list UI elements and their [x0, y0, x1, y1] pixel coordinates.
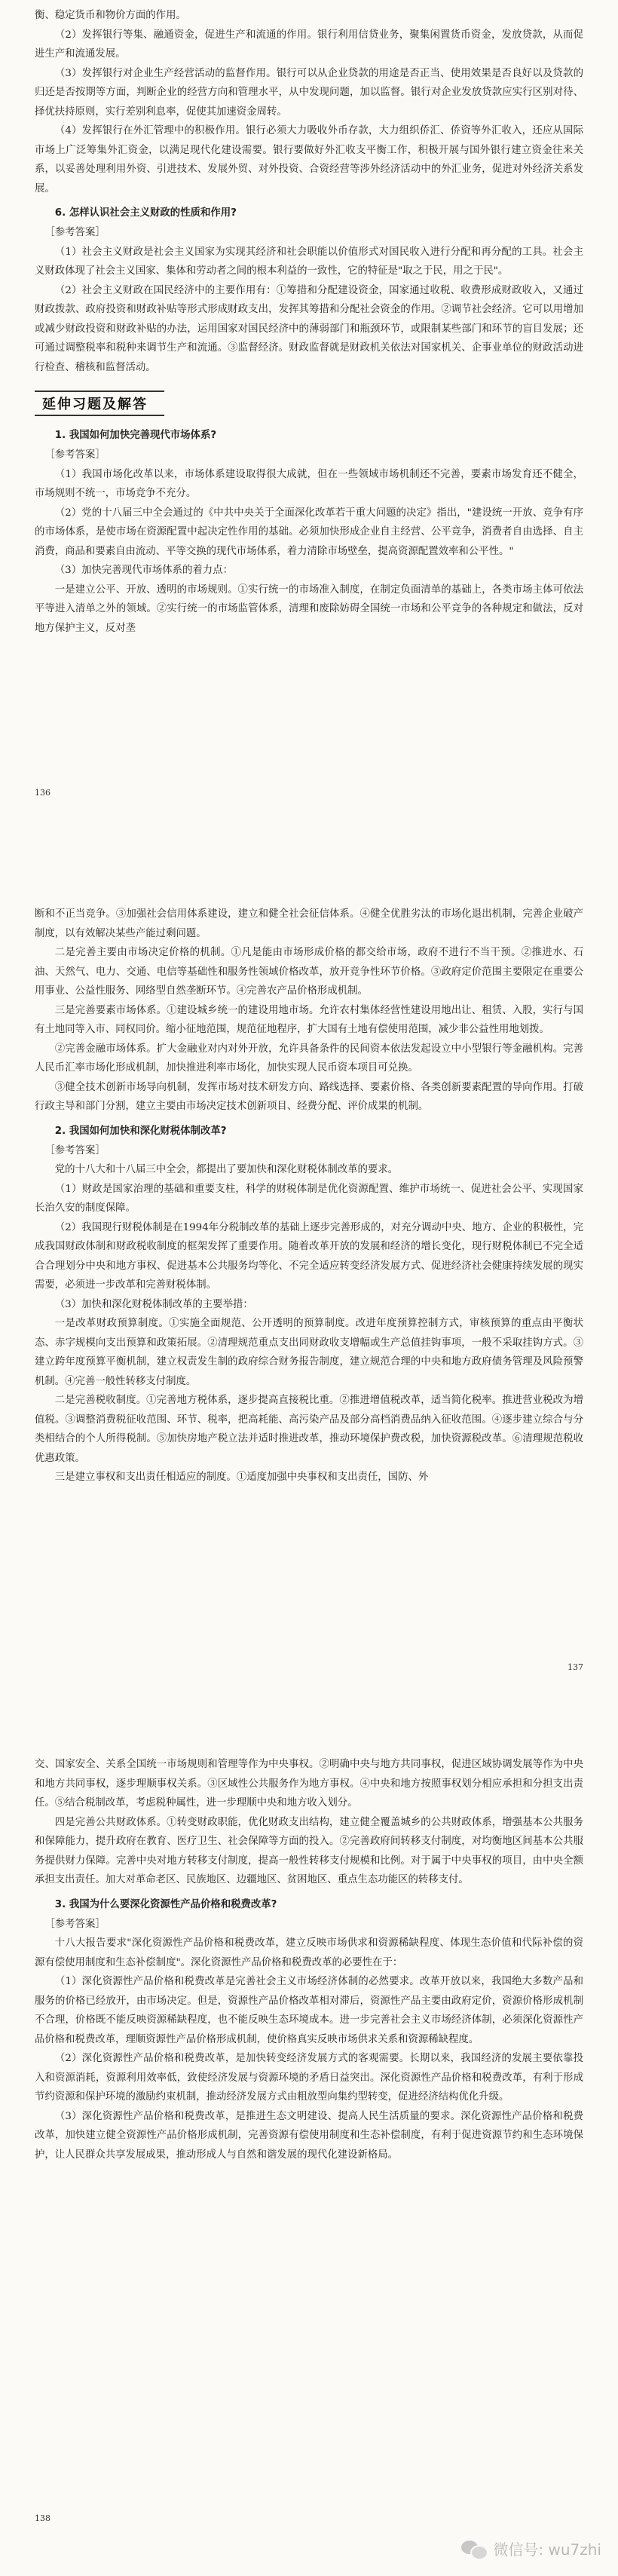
- paragraph: 三是建立事权和支出责任相适应的制度。①适度加强中央事权和支出责任，国防、外: [54, 1472, 429, 1483]
- page-138: [0, 1710, 618, 2576]
- paragraph: （1）财政是国家治理的基础和重要支柱，科学的财税体制是优化资源配置、维护市场统一、促进社会公平、实现国家长治久安的制度保障。: [35, 1183, 583, 1214]
- paragraph: （2）深化资源性产品价格和税费改革，是加快转变经济发展方式的客观需要。长期以来，我国经济的发展主要依靠投入和资源消耗，资源利用效率低，致使经济发展与资源环境的矛盾日益突出。深化资源性产品价格和税费改革，有利于形成节约资源和保护环境的激励约束机制，推动经济发展方式由粗放型向集约型转变，促进经济结构优化升级。: [35, 2053, 583, 2103]
- reference-answer-label: ［参考答案］: [44, 449, 106, 461]
- reference-answer-label: ［参考答案］: [44, 227, 106, 238]
- paragraph: （2）我国现行财税体制是在1994年分税制改革的基础上逐步完善形成的，对充分调动中央、地方、企业的积极性，完成我国财政体制和财政税收制度的框架发挥了重要作用。随着改革开放的发展和经济的增长变化，现行财税体制已不完全适合合理划分中央和地方事权、促进基本公共服务均等化、不完全适应转变经济发展方式、促进经济社会健康持续发展的现实需要，必须进一步改革和完善财税体制。: [35, 1221, 583, 1291]
- paragraph: 二是完善税收制度。①完善地方税体系，逐步提高直接税比重。②推进增值税改革，适当简化税率。推进营业税改为增值税。③调整消费税征收范围、环节、税率，把高耗能、高污染产品及部分高档消费品纳入征收范围。④逐步建立综合与分类相结合的个人所得税制。⑤加快房地产税立法并适时推进改革，推动环境保护费改税，加快资源税改革。⑥清理规范税收优惠政策。: [35, 1395, 583, 1464]
- paragraph: （3）加快完善现代市场体系的着力点：: [54, 565, 233, 576]
- paragraph: （3）发挥银行对企业生产经营活动的监督作用。银行可以从企业贷款的用途是否正当、使用效果是否良好以及贷款的归还是否按期等方面，判断企业的经营方向和管理水平，从中发现问题，加以监督。银行对企业发放贷款应实行区别对待、择优扶持原则，实行差别利息率，促使其加速资金周转。: [35, 67, 583, 118]
- paragraph: 四是完善公共财政体系。①转变财政职能，优化财政支出结构，建立健全覆盖城乡的公共财政体系，增强基本公共服务和保障能力，提升政府在教育、医疗卫生、社会保障等方面的投入。②完善政府间转移支付制度，对均衡地区间基本公共服务提供财力保障。完善中央对地方转移支付制度，提高一般性转移支付规模和比例。对于属于中央事权的项目，由中央全额承担支出责任。加大对革命老区、民族地区、边疆地区、贫困地区、重点生态功能区的转移支付。: [35, 1816, 583, 1885]
- paragraph: 一是改革财政预算制度。①实施全面规范、公开透明的预算制度。改进年度预算控制方式，审核预算的重点由平衡状态、赤字规模向支出预算和政策拓展。②清理规范重点支出同财政收支增幅或生产总值挂钩事项，一般不采取挂钩方式。③建立跨年度预算平衡机制，建立权责发生制的政府综合财务报告制度，建立规范合理的中央和地方政府债务管理及风险预警机制。④完善一般性转移支付制度。: [35, 1318, 583, 1387]
- reference-answer-label: ［参考答案］: [44, 1918, 106, 1930]
- question-2: 2. 我国如何加快和深化财税体制改革?: [54, 1125, 227, 1137]
- page-number: 136: [35, 788, 50, 798]
- paragraph: 党的十八大和十八届三中全会，都提出了要加快和深化财税体制改革的要求。: [54, 1164, 399, 1175]
- wechat-watermark: [461, 2538, 601, 2559]
- paragraph: 断和不正当竞争。③加强社会信用体系建设，建立和健全社会征信体系。④健全优胜劣汰的市场化退出机制，完善企业破产制度，以有效解决某些产能过剩问题。: [35, 908, 583, 939]
- paragraph: （2）发挥银行等集、融通资金，促进生产和流通的作用。银行利用信贷业务，聚集闲置货币资金，发放贷款，从而促进生产和流通发展。: [35, 29, 583, 60]
- paragraph: 交、国家安全、关系全国统一市场规则和管理等作为中央事权。②明确中央与地方共同事权，促进区域协调发展等作为中央和地方共同事权，逐步理顺事权关系。③区域性公共服务作为地方事权。④中央和地方按照事权划分相应承担和分担支出责任。⑤结合税制改革，考虑税种属性，进一步理顺中央和地方收入划分。: [35, 1759, 583, 1809]
- paragraph: （4）发挥银行在外汇管理中的积极作用。银行必须大力吸收外币存款，大力组织侨汇、侨资等外汇收入，还应从国际市场上广泛筹集外汇资金，以满足现代化建设需要。银行要做好外汇收支平衡工作，积极开展与国外银行建立资金往来关系，以妥善处理利用外资、引进技术、发展外贸、对外投资、合资经营等涉外经济活动中的外汇业务，促进对外经济关系发展。: [35, 125, 583, 195]
- paragraph: （2）党的十八届三中全会通过的《中共中央关于全面深化改革若干重大问题的决定》指出，"建设统一开放、竞争有序的市场体系，是使市场在资源配置中起决定性作用的基础。必须加快形成企业自主经营、公平竞争，消费者自由选择、自主消费，商品和要素自由流动、平等交换的现代市场体系，着力清除市场壁垒，提高资源配置效率和公平性。": [35, 507, 583, 557]
- question-6: 6. 怎样认识社会主义财政的性质和作用?: [54, 207, 237, 219]
- question-3: 3. 我国为什么要深化资源性产品价格和税费改革?: [54, 1898, 277, 1910]
- paragraph: ②完善金融市场体系。扩大金融业对内对外开放，允许具备条件的民间资本依法发起设立中小型银行等金融机构。完善人民币汇率市场化形成机制，加快推进利率市场化，加快实现人民币资本项目可兑换。: [35, 1043, 583, 1074]
- page-number: 138: [35, 2513, 50, 2523]
- paragraph: （3）深化资源性产品价格和税费改革，是推进生态文明建设、提高人民生活质量的要求。深化资源性产品价格和税费改革，加快建立健全资源性产品价格形成机制，完善资源有偿使用制度和生态补偿制度，有利于促进资源节约和生态环境保护，让人民群众共享发展成果，推动形成人与自然和谐发展的现代化建设新格局。: [35, 2110, 583, 2161]
- paragraph: （1）深化资源性产品价格和税费改革是完善社会主义市场经济体制的必然要求。改革开放以来，我国绝大多数产品和服务的价格已经放开，由市场决定。但是，资源性产品价格改革相对滞后，资源性产品主要由政府定价，资源价格形成机制不合理，价格既不能反映资源稀缺程度，也不能反映生态环境成本。进一步完善社会主义市场经济体制，必须深化资源性产品价格和税费改革，理顺资源性产品价格形成机制，使价格真实反映市场供求关系和资源稀缺程度。: [35, 1976, 583, 2045]
- paragraph: （3）加快和深化财税体制改革的主要举措：: [54, 1298, 253, 1310]
- paragraph: 二是完善主要由市场决定价格的机制。①凡是能由市场形成价格的都交给市场，政府不进行不当干预。②推进水、石油、天然气、电力、交通、电信等基础性和服务性领域价格改革，放开竞争性环节价格。③政府定价范围主要限定在重要公用事业、公益性服务、网络型自然垄断环节。④完善农产品价格形成机制。: [35, 947, 583, 997]
- page-137: [0, 852, 618, 1710]
- paragraph: （2）社会主义财政在国民经济中的主要作用有：①筹措和分配建设资金，国家通过收税、收费形成财政收入，又通过财政拨款、政府投资和财政补贴等形式形成财政支出，发挥其筹措和分配社会资金的作用。②调节社会经济。它可以用增加或减少财政投资和财政补贴的办法，运用国家对国民经济中的薄弱部门和瓶颈环节，或限制某些部门和环节的盲目发展；还可通过调整税率和税种来调节生产和流通。③监督经济。财政监督就是财政机关依法对国家机关、企事业单位的财政活动进行检查、稽核和监督活动。: [35, 284, 583, 373]
- wechat-icon: [461, 2539, 487, 2559]
- paragraph: ③健全技术创新市场导向机制，发挥市场对技术研发方向、路线选择、要素价格、各类创新要素配置的导向作用。打破行政主导和部门分割，建立主要由市场决定技术创新项目、经费分配、评价成果的机制。: [35, 1081, 583, 1112]
- question-1: 1. 我国如何加快完善现代市场体系?: [54, 430, 217, 441]
- reference-answer-label: ［参考答案］: [44, 1144, 106, 1156]
- paragraph: 三是完善要素市场体系。①建设城乡统一的建设用地市场。允许农村集体经营性建设用地出让、租赁、入股，实行与国有土地同等入市、同权同价。缩小征地范围，规范征地程序，扩大国有土地有偿使用范围，减少非公益性用地划拨。: [35, 1004, 583, 1035]
- section-title: 延伸习题及解答: [35, 391, 164, 416]
- paragraph: （1）我国市场化改革以来，市场体系建设取得很大成就，但在一些领域市场机制还不完善，要素市场发育还不健全，市场规则不统一，市场竞争不充分。: [35, 468, 583, 499]
- page-136: [0, 0, 618, 852]
- page-number: 137: [568, 1662, 583, 1672]
- paragraph: （1）社会主义财政是社会主义国家为实现其经济和社会职能以价值形式对国民收入进行分配和再分配的工具。社会主义财政体现了社会主义国家、集体和劳动者之间的根本利益的一致性，它的特征是"取之于民，用之于民"。: [35, 246, 583, 277]
- watermark-text: 微信号: wu7zhi: [493, 2541, 601, 2559]
- paragraph: 衡、稳定货币和物价方面的作用。: [35, 10, 186, 21]
- paragraph: 十八大报告要求"深化资源性产品价格和税费改革，建立反映市场供求和资源稀缺程度、体现生态价值和代际补偿的资源有偿使用制度和生态补偿制度"。深化资源性产品价格和税费改革的必要性在于：: [35, 1937, 583, 1968]
- paragraph: 一是建立公平、开放、透明的市场规则。①实行统一的市场准入制度，在制定负面清单的基础上，各类市场主体可依法平等进入清单之外的领域。②实行统一的市场监管体系，清理和废除妨碍全国统一市场和公平竞争的各种规定和做法，反对地方保护主义，反对垄: [35, 584, 583, 634]
